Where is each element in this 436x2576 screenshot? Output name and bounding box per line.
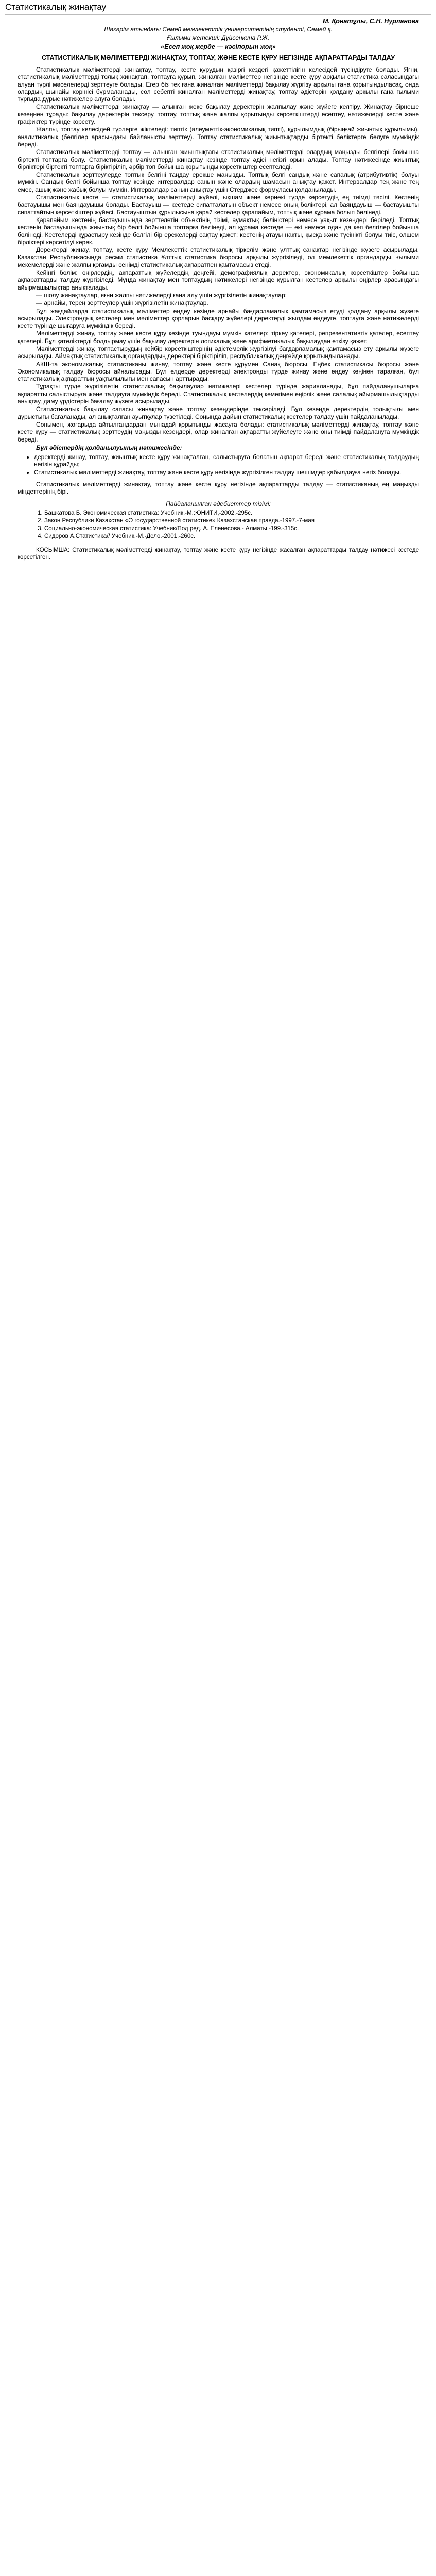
paper-body — [18, 15, 419, 561]
summary-note: КОСЫМША: Статистикалық мәліметтерді жинақтау, топтау және кесте құру негізінде жасалған ақпараттарды талдау нәтижесі кестеде көрсетілген. — [18, 547, 419, 561]
paragraph: АКШ-та экономикалық статистиканы жинау, топтау және кесте құрумен Санақ бюросы, Еңбек статистикасы бюросы және Экономикалық талдау бюросы айналысады. Бұл елдерде деректерді электронды түрде жинау және өңдеу кеңінен таралған, бұл статистикалық ақпараттың уақтылылығы мен сапасын арттырады. — [18, 360, 419, 383]
paragraph: Қарапайым кестенің бастауышында зерттелетін объектінің тізімі, аумақтық бөліністері немесе уақыт кезеңдері беріледі. Топтық кестенің бастауышында жиынтық бір белгі бойынша топтарға бөлінеді, ал құрама кестеде — екі немесе одан да көп белгілер бойынша бөлінеді. Кестелерді құрастыру кезінде белгілі бір ережелерді сақтау қажет: кестенің атауы нақты, қысқа және түсінікті болуы тиіс, өлшем бірліктері көрсетілуі керек. — [18, 216, 419, 246]
supervisor: Ғылыми жетекші: Дүйсенкина Р.Ж. — [167, 34, 270, 41]
paragraph: Тұрақты түрде жүргізілетін статистикалық бақылаулар нәтижелері кестелер түрінде жарияланады, бұл пайдаланушыларға ақпаратты салыстыруға және талдауға мүмкіндік береді. Статистикалық кестелердің көмегімен өңірлік және салалық айырмашылықтарды анықтау, даму үрдістерін бағалау жүзеге асырылады. — [18, 383, 419, 405]
paragraph: Мәліметтерді жинау, топтау және кесте құру кезінде туындауы мүмкін қателер: тіркеу қателері, репрезентативтік қателер, есептеу қателері. Бұл қателіктерді болдырмау үшін бақылау деректерін логикалық және арифметикалық бақылаудан өткізу қажет. — [18, 330, 419, 345]
article-paragraphs — [18, 66, 419, 443]
conclusion-list — [27, 453, 419, 477]
reference-item: 4. Сидоров А.Статистика// Учебник.-М.-Дело.-2001.-260с. — [44, 533, 419, 540]
list-item: • деректерді жинау, топтау, жиынтық кесте құру жинақталған, салыстыруға болатын ақпарат береді және статистикалық талдаудың негізін құрайды; — [34, 453, 419, 468]
reference-item: 3. Социально-экономическая статистика: Учебник/Под ред. А. Еленесова.- Алматы.-199.-315с. — [44, 525, 419, 533]
paragraph: Статистикалық мәліметтерді жинақтау — алынған жеке бақылау деректерін жалпылау және жүйеге келтіру. Жинақтау бірнеше кезеңнен тұрады: бақылау деректерін тексеру, топтау, топтық және жалпы қорытынды көрсеткіштерді есептеу, нәтижелерді кесте және графиктер түрінде көрсету. — [18, 103, 419, 126]
paragraph: Статистикалық мәліметтерді топтау — алынған жиынтықтағы статистикалық мәліметтерді олардың маңызды белгілері бойынша біртекті топтарға бөлу. Статистикалық мәліметтерді жинақтау кезінде топтау әдісі негізгі орын алады. Топтау нәтижесінде жиынтық бірліктері біртекті топтарға біріктіріліп, әрбір топ бойынша қорытынды көрсеткіштер есептеледі. — [18, 148, 419, 171]
paragraph: Статистикалық бақылау сапасы жинақтау және топтау кезеңдерінде тексеріледі. Бұл кезеңде деректердің толықтығы мен дұрыстығы бағаланады, ал анықталған ауытқулар түзетіледі. Соңында дайын статистикалық кестелер талдау үшін пайдаланылады. — [18, 405, 419, 420]
closing-paragraph: Статистикалық мәліметтерді жинақтау, топтау және кесте құру негізінде ақпараттарды талдау — статистиканың ең маңызды міндеттерінің бірі. — [18, 480, 419, 496]
title-divider — [5, 14, 431, 15]
paragraph: Деректерді жинау, топтау, кесте құру Мемлекеттік статистикалық тіркелім және ұлттық санақтар негізінде жүзеге асырылады. Қазақстан Республикасында ресми статистика Ұлттық статистика бюросы арқылы жүргізіледі, ол мемлекеттік органдарды, ғылыми мекемелерді және жалпы қоғамды сенімді статистикалық ақпаратпен қамтамасыз етеді. — [18, 246, 419, 268]
motto: «Есеп жоқ жерде — кәсіпорын жоқ» — [161, 43, 276, 50]
page-title: Статистикалық жинақтау — [5, 2, 107, 12]
article-heading: СТАТИСТИКАЛЫҚ МӘЛІМЕТТЕРДІ ЖИНАҚТАУ, ТОПТАУ, ЖӘНЕ КЕСТЕ ҚҰРУ НЕГІЗІНДЕ АҚПАРАТТАРДЫ ТАЛДАУ — [41, 54, 395, 61]
paragraph: Кейінгі бөлім: өңірлердің, ақпараттық жүйелердің деңгейі, демографиялық деректер, экономикалық көрсеткіштер бойынша ақпараттарды талдау жүргізіледі. Мұнда жинақтау мен топтаудың нәтижелері негізінде құрылған кестелер арқылы өңірлер арасындағы айырмашылықтар анықталады. — [18, 269, 419, 291]
author-byline: М. Қонатұлы, С.Н. Нурланова — [323, 18, 419, 25]
paragraph: Сонымен, жоғарыда айтылғандардан мынадай қорытынды жасауға болады: статистикалық мәліметтерді жинақтау, топтау және кесте құру — статистикалық зерттеудің маңызды кезеңдері, олар жиналған ақпаратты жүйелеуге және оны тиімді пайдалануға мүмкіндік береді. — [18, 420, 419, 443]
affiliation: Шәкәрім атындағы Семей мемлекеттік университетінің студенті, Семей қ. — [104, 26, 333, 33]
paragraph: Мәліметтерді жинау, топтастырудың кейбір көрсеткіштерінің әдістемелік жүргізілуі бағдарламалық қамтамасыз ету арқылы жүзеге асырылады. Аймақтық статистикалық органдардың деректері біріктіріліп, республикалық деңгейде қорытындыланады. — [18, 345, 419, 360]
conclusion-lead: Бұл әдістердің қолданылуының нәтижесінде: — [36, 444, 182, 451]
paragraph: Бұл жағдайларда статистикалық мәліметтер өңдеу кезінде арнайы бағдарламалық қамтамасыз етуді қолдану арқылы жүзеге асырылады. Электрондық кестелер мен мәліметтер қорларын басқару жүйелері деректерді жылдам өңдеуге, топтауға және нәтижелерді кесте түрінде шығаруға мүмкіндік береді. — [18, 307, 419, 330]
paragraph: Статистикалық кесте — статистикалық мәліметтерді жүйелі, ықшам және көрнекі түрде көрсетудің ең тиімді тәсілі. Кестенің бастауышы мен баяндауышы болады. Бастауыш — кестеде сипатталатын объект немесе оның бөліктері, ал баяндауыш — бастауышты сипаттайтын көрсеткіштер жүйесі. Бастауыштың құрылысына қарай кестелер қарапайым, топтық және құрама болып бөлінеді. — [18, 194, 419, 216]
references-title: Пайдаланылған әдебиеттер тізімі: — [166, 500, 271, 508]
list-item: • Статистикалық мәліметтерді жинақтау, топтау және кесте құру негізінде жүргізілген талдау шешімдер қабылдауға негіз болады. — [34, 469, 419, 476]
paragraph: Статистикалық зерттеулерде топтық белгіні таңдау ерекше маңызды. Топтық белгі сандық және сапалық (атрибутивтік) болуы мүмкін. Сандық белгі бойынша топтау кезінде интервалдар санын және олардың шамасын анықтау қажет. Интервалдар тең және тең емес, ашық және жабық болуы мүмкін. Интервалдар санын анықтау үшін Стерджес формуласы қолданылады. — [18, 171, 419, 193]
references-list — [18, 510, 419, 540]
paragraph: — арнайы, терең зерттеулер үшін жүргізілетін жинақтаулар. — [36, 299, 208, 307]
paragraph: Жалпы, топтау келесідей түрлерге жіктеледі: типтік (әлеуметтік-экономикалық типті), құрылымдық (бірыңғай жиынтық құрылымы), аналитикалық (белгілер арасындағы байланысты зерттеу). Топтау статистикалық жиынтықтарды біртекті бөліктерге бөлуге мүмкіндік береді. — [18, 126, 419, 148]
paragraph: — шолу жинақтаулар, яғни жалпы нәтижелерді ғана алу үшін жүргізілетін жинақтаулар; — [36, 291, 287, 299]
paragraph: Статистикалық мәліметтерді жинақтау, топтау, кесте құрудың қазіргі кездегі қажеттілігін келесідей түсіндіруге болады. Яғни, статистикалық мәліметтерді толық жинақтап, топтауға құрып, жиналған мәліметтер негізінде кесте құру арқылы статистика саласындағы алуан түрлі мәселелерді зерттеуге болады. Егер біз тек ғана жиналған мәліметтерді бақылау жүргізу арқылы ғана қорытындыласақ, онда олардың шынайы көрінісі бұрмаланады, сол себепті жиналған мәліметтерді жинақтау, топтау әдістерін қолдану арқылы ғана ғылыми тұрғыда дұрыс нәтижелер алуға болады. — [18, 66, 419, 103]
reference-item: 2. Закон Республики Казахстан «О государственной статистике» Казахстанская правда.-1997.-7-мая — [44, 517, 419, 525]
reference-item: 1. Башкатова Б. Экономическая статистика: Учебник.-М.:ЮНИТИ,-2002.-295с. — [44, 510, 419, 517]
